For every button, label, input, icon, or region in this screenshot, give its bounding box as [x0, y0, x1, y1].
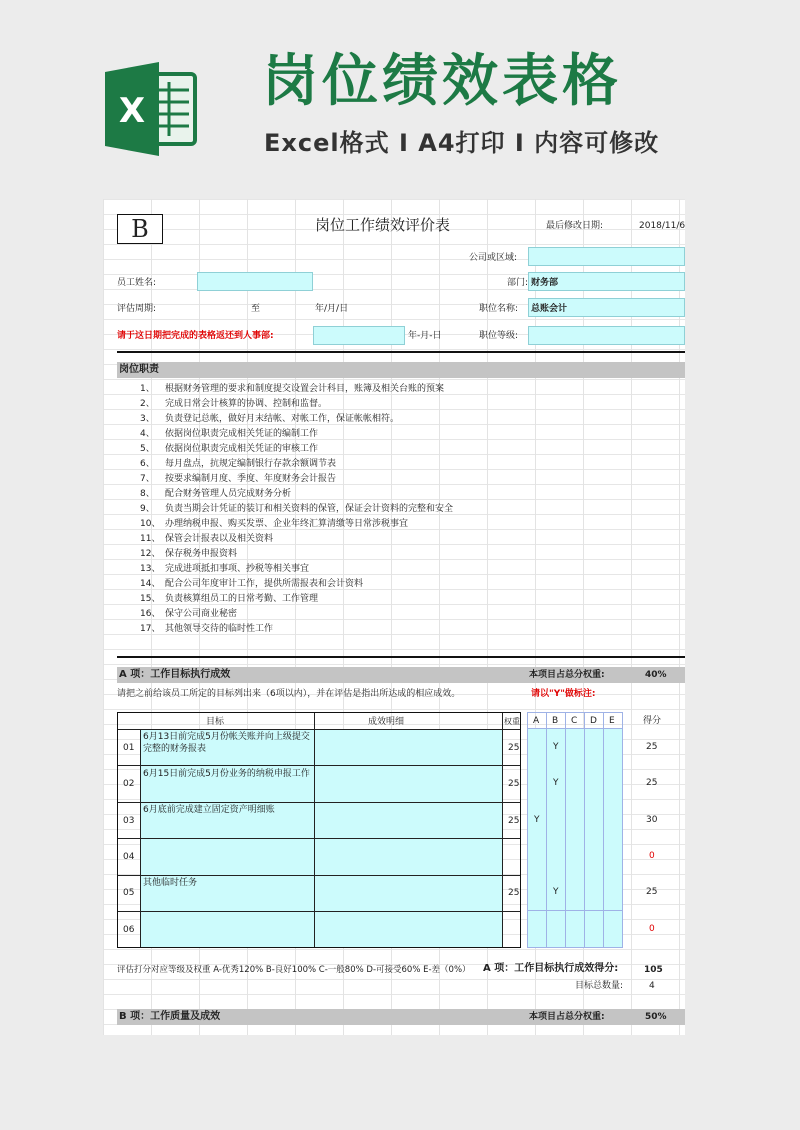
section-b-weight-value: 50%: [645, 1012, 667, 1022]
goal-score: 0: [649, 924, 655, 934]
section-a-heading: A 项：工作目标执行成效: [119, 669, 231, 680]
grade-mark[interactable]: Y: [553, 887, 559, 897]
period-date: 年/月/日: [315, 304, 349, 314]
col-weight-header: 权重: [504, 717, 520, 726]
period-label: 评估周期:: [117, 304, 157, 314]
duty-no: 15、: [140, 594, 161, 604]
return-date-field[interactable]: [313, 326, 405, 345]
position-value: 总账会计: [531, 304, 568, 314]
grade-col-b: B: [552, 716, 559, 726]
duty-text: 按要求编制月度、季度、年度财务会计报告: [165, 474, 337, 484]
goal-score: 25: [646, 778, 658, 788]
page-subtitle: Excel格式 I A4打印 I 内容可修改: [264, 129, 660, 157]
duty-no: 13、: [140, 564, 161, 574]
period-to: 至: [251, 304, 261, 314]
goal-no: 02: [123, 779, 135, 789]
goal-score: 0: [649, 851, 655, 861]
employee-label: 员工姓名:: [117, 278, 157, 288]
duty-text: 根据财务管理的要求和制度提交设置会计科目，账簿及相关台账的预案: [165, 384, 445, 394]
grade-col-c: C: [571, 716, 578, 726]
divider: [117, 656, 685, 658]
grade-col-e: E: [609, 716, 615, 726]
duty-no: 3、: [140, 414, 155, 424]
col-goal-header: 目标: [206, 717, 225, 727]
duty-no: 9、: [140, 504, 155, 514]
position-label: 职位名称:: [479, 304, 519, 314]
section-a-total-label: A 项：工作目标执行成效得分:: [483, 963, 619, 974]
goal-no: 01: [123, 743, 135, 753]
duties-heading: 岗位职责: [119, 364, 159, 375]
section-a-total-value: 105: [644, 965, 663, 975]
duty-no: 12、: [140, 549, 161, 559]
goal-no: 03: [123, 816, 135, 826]
duty-no: 1、: [140, 384, 155, 394]
goal-no: 04: [123, 852, 135, 862]
duty-text: 每月盘点，抗规定编制银行存款余额调节表: [165, 459, 337, 469]
duty-no: 11、: [140, 534, 161, 544]
form-title: 岗位工作绩效评价表: [315, 216, 451, 234]
goal-weight: 25: [508, 743, 520, 753]
goal-score: 25: [646, 742, 658, 752]
section-a-instruction: 请把之前给该员工所定的目标列出来（6项以内），并在评估是指出所达成的相应成效。: [117, 689, 461, 699]
employee-name-field[interactable]: [197, 272, 313, 291]
goal-weight: 25: [508, 888, 520, 898]
duty-text: 负责核算组员工的日常考勤、工作管理: [165, 594, 319, 604]
duty-no: 8、: [140, 489, 155, 499]
company-field[interactable]: [528, 247, 685, 266]
rating-scale: 评估打分对应等级及权重 A-优秀120% B-良好100% C-一般80% D-可接受60% E-差（0%）: [117, 965, 471, 975]
goals-table: [117, 712, 521, 948]
duty-no: 7、: [140, 474, 155, 484]
goal-text: 其他临时任务: [143, 878, 198, 888]
company-label: 公司或区域:: [469, 253, 518, 263]
duty-text: 其他领导交待的临时性工作: [165, 624, 274, 634]
goal-text: 6月15日前完成5月份业务的纳税申报工作: [143, 769, 310, 779]
duty-no: 4、: [140, 429, 155, 439]
duty-no: 17、: [140, 624, 161, 634]
duty-text: 依据岗位职责完成相关凭证的审核工作: [165, 444, 319, 454]
duty-text: 完成进项抵扣事项、抄税等相关事宜: [165, 564, 310, 574]
goal-count-label: 目标总数量:: [575, 981, 624, 991]
duty-no: 14、: [140, 579, 161, 589]
goal-weight: 25: [508, 816, 520, 826]
grade-mark[interactable]: Y: [534, 815, 540, 825]
dept-value: 财务部: [531, 278, 559, 288]
goal-text: 6月底前完成建立固定资产明细账: [143, 805, 275, 815]
grade-box: B: [117, 214, 163, 244]
duty-text: 配合公司年度审计工作，提供所需报表和会计资料: [165, 579, 364, 589]
grade-col-a: A: [533, 716, 540, 726]
grade-col-d: D: [590, 716, 597, 726]
spreadsheet-sheet: [103, 199, 685, 1035]
section-b-weight-label: 本项目占总分权重:: [529, 1012, 605, 1022]
goal-no: 05: [123, 888, 135, 898]
goal-score: 25: [646, 887, 658, 897]
goal-text: 6月13日前完成5月份帐关账并向上级提交完整的财务报表: [143, 732, 310, 754]
section-a-weight-value: 40%: [645, 670, 667, 680]
col-result-header: 成效明细: [368, 717, 405, 727]
return-notice: 请于这日期把完成的表格返还到人事部:: [117, 331, 274, 341]
divider: [117, 351, 685, 353]
grade-mark-table: [527, 712, 623, 948]
grade-mark[interactable]: Y: [553, 742, 559, 752]
grade-field[interactable]: [528, 326, 685, 345]
duty-text: 负责登记总帐，做好月末结帐、对帐工作，保证帐帐相符。: [165, 414, 400, 424]
last-modified-label: 最后修改日期:: [546, 221, 604, 231]
duty-text: 完成日常会计核算的协调、控制和监督。: [165, 399, 328, 409]
goal-weight: 25: [508, 779, 520, 789]
goal-count-value: 4: [649, 981, 655, 991]
grade-mark[interactable]: Y: [553, 778, 559, 788]
page-title: 岗位绩效表格: [262, 49, 622, 114]
duty-text: 依据岗位职责完成相关凭证的编制工作: [165, 429, 319, 439]
duty-text: 负责当期会计凭证的装订和相关资料的保管，保证会计资料的完整和安全: [165, 504, 454, 514]
return-date: 年-月-日: [408, 331, 442, 341]
goal-score: 30: [646, 815, 658, 825]
duty-text: 办理纳税申报、购买发票、企业年终汇算清缴等日常涉税事宜: [165, 519, 409, 529]
duty-no: 16、: [140, 609, 161, 619]
logo-letter: X: [118, 91, 146, 131]
duty-text: 配合财务管理人员完成财务分析: [165, 489, 292, 499]
duty-no: 5、: [140, 444, 155, 454]
grade-label: 职位等级:: [479, 331, 519, 341]
section-b-heading: B 项：工作质量及成效: [119, 1011, 221, 1022]
goal-no: 06: [123, 925, 135, 935]
duty-no: 6、: [140, 459, 155, 469]
last-modified-value: 2018/11/6: [639, 221, 685, 231]
section-a-weight-label: 本项目占总分权重:: [529, 670, 605, 680]
duty-no: 2、: [140, 399, 155, 409]
excel-logo-icon: [103, 62, 199, 156]
mark-hint: 请以"Y"做标注:: [531, 689, 596, 699]
dept-label: 部门:: [507, 278, 529, 288]
duties-header-bar: [117, 362, 685, 378]
duty-no: 10、: [140, 519, 161, 529]
duty-text: 保管会计报表以及相关资料: [165, 534, 274, 544]
duty-text: 保守公司商业秘密: [165, 609, 238, 619]
duty-text: 保存税务申报资料: [165, 549, 238, 559]
col-score-header: 得分: [643, 716, 662, 726]
